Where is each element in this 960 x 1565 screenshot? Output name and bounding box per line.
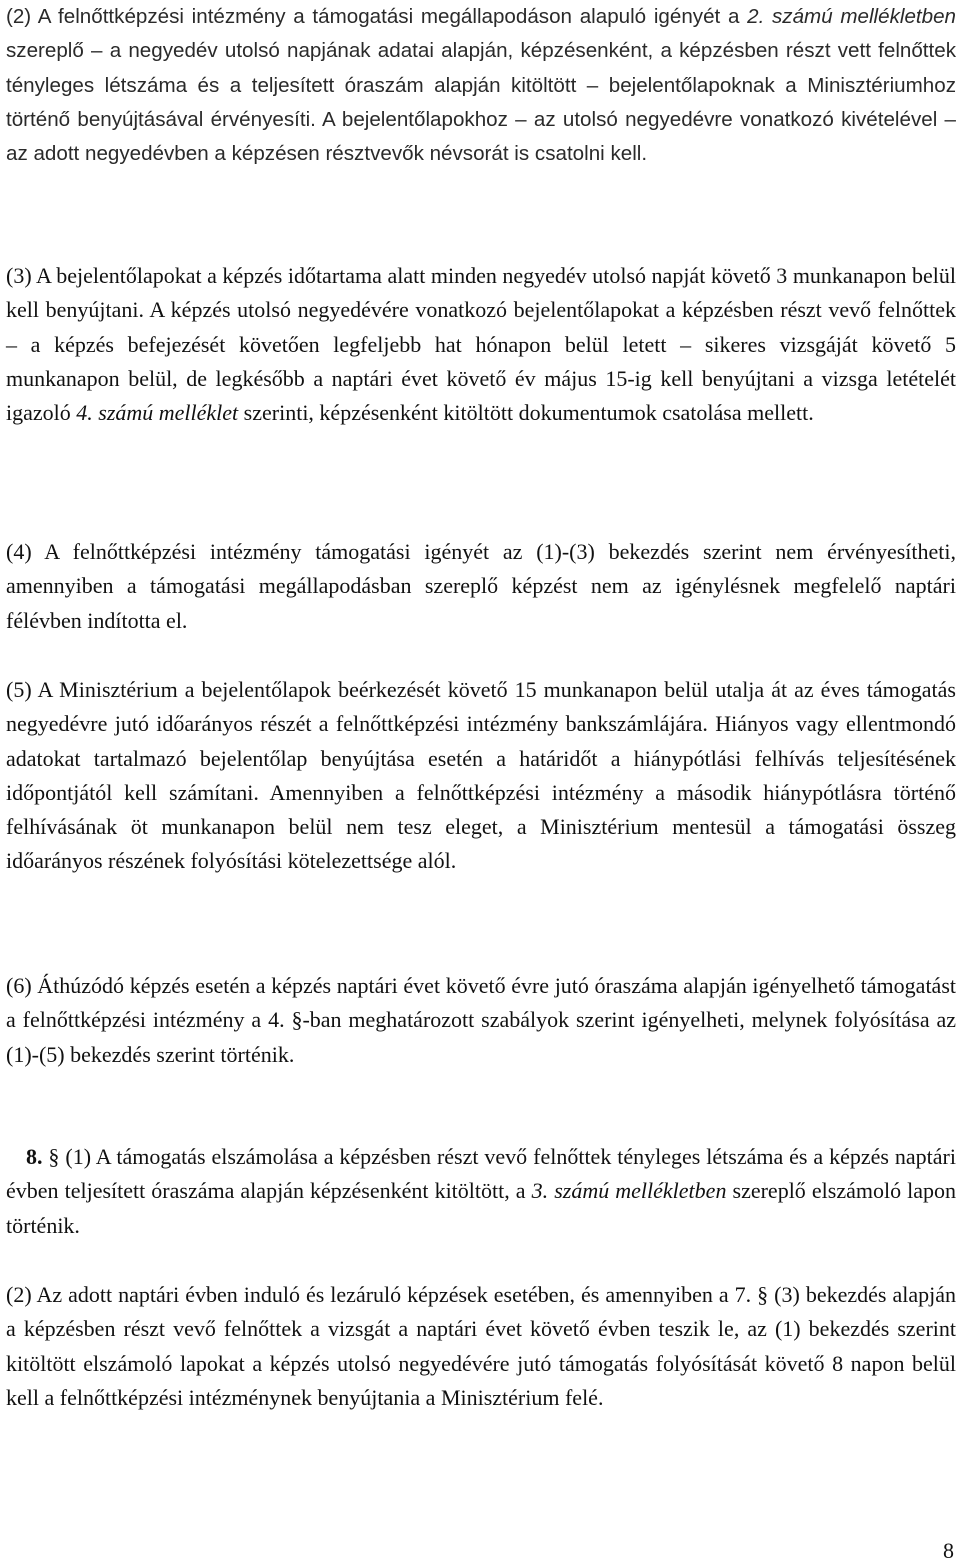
paragraph-text: (5) A Minisztérium a bejelentőlapok beérkezését követő 15 munkanapon belül utalja át az éves támogatás negyedévre jutó időarányos részét a felnőttképzési intézmény bankszámlájára. Hiányos vagy ellentmondó adatokat tartalmazó bejelentőlap benyújtása esetén a határidőt a hiánypótlási felhívás teljesítésének időpontjától kell számítani. Amennyiben a felnőttképzési intézmény a második hiánypótlásra történő felhívásának öt munkanapon belül nem tesz eleget, a Minisztérium mentesül a támogatási összeg időarányos részének folyósítási kötelezettsége alól.: [6, 677, 956, 874]
paragraph-text: (2) Az adott naptári évben induló és lezáruló képzések esetében, és amennyiben a 7. § (3) bekezdés alapján a képzésben részt vevő felnőttek a vizsgát a naptári évet követő évben teszik le, az (1) bekezdés szerint kitöltött elszámoló lapokat a képzés utolsó negyedévére jutó támogatás folyósítását követő 8 napon belül kell a felnőttképzési intézménynek benyújtania a Minisztérium felé.: [6, 1282, 956, 1410]
paragraph-text: szereplő elszámoló lapon történik.: [6, 1178, 957, 1238]
paragraph-5-transfer: [6, 673, 956, 879]
annex-reference: 4. számú melléklet: [76, 400, 239, 426]
section-8-paragraph-2: [6, 1278, 956, 1415]
paragraph-text: (3) A bejelentőlapokat a képzés időtartama alatt minden negyedév utolsó napját követő 3 munkanapon belül kell benyújtani. A képzés utolsó negyedévére vonatkozó bejelentőlapokat a képzésben részt vevő felnőttek – a képzés befejezését követően legfeljebb hat hónapon belül letett – sikeres vizsgáját követő 5 munkanapon belül, de legkésőbb a naptári évet követő év május 15-ig kell benyújtani a vizsga letételét igazoló: [6, 263, 956, 426]
annex-reference: 3. számú mellékletben: [531, 1178, 727, 1204]
paragraph-text: (4) A felnőttképzési intézmény támogatási igényét az (1)-(3) bekezdés szerint nem érvényesítheti, amennyiben a támogatási megállapodásban szereplő képzést nem az igénylésnek megfelelő naptári félévben indította el.: [6, 539, 956, 633]
page-number: 8: [943, 1538, 954, 1563]
annex-reference: 2. számú mellékletben: [747, 5, 956, 28]
paragraph-text: (6) Áthúzódó képzés esetén a képzés naptári évet követő évre jutó óraszáma alapján igényelhető támogatást a felnőttképzési intézmény a 4. §-ban meghatározott szabályok szerint igényelheti, melynek folyósítása az (1)-(5) bekezdés szerint történik.: [6, 973, 956, 1067]
paragraph-3-deadlines: [6, 259, 956, 430]
paragraph-6-carryover: [6, 969, 956, 1072]
section-number: 8.: [26, 1144, 43, 1169]
paragraph-text: § (1) A támogatás elszámolása a képzésben részt vevő felnőttek tényleges létszáma és a képzés naptári évben teljesített óraszáma alapján képzésenként kitöltött, a: [6, 1144, 956, 1204]
section-8-paragraph-1: [6, 1140, 956, 1243]
paragraph-text: szerinti, képzésenként kitöltött dokumentumok csatolása mellett.: [238, 400, 814, 426]
paragraph-2-claim-submission: [6, 0, 956, 171]
paragraph-4-restriction: [6, 535, 956, 638]
paragraph-text: (2) A felnőttképzési intézmény a támogatási megállapodáson alapuló igényét a: [6, 5, 748, 28]
paragraph-text: szereplő – a negyedév utolsó napjának adatai alapján, képzésenként, a képzésben részt vett felnőttek tényleges létszáma és a teljesített óraszám alapján kitöltött – bejelentőlapoknak a Minisztériumhoz történő benyújtásával érvényesíti. A bejelentőlapokhoz – az utolsó negyedévre vonatkozó kivételével – az adott negyedévben a képzésen résztvevők névsorát is csatolni kell.: [6, 39, 956, 166]
